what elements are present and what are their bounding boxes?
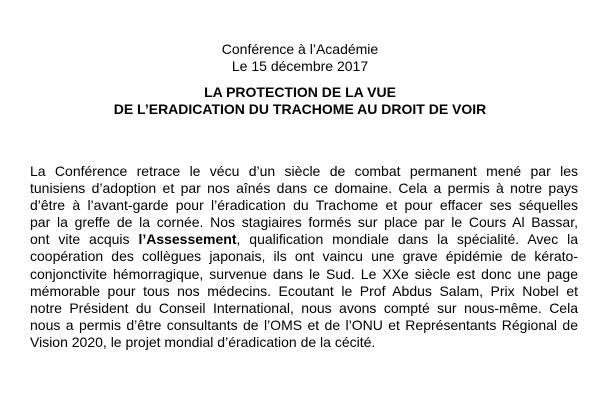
text-run: , qualification mondiale dans la spécialité. Avec la [236,231,578,248]
paragraph-line: mémorable pour tous nos médecins. Ecoutant le Prof Abdus Salam, Prix Nobel et [30,282,578,299]
title-line-2: DE L’ERADICATION DU TRACHOME AU DROIT DE VOIR [113,101,487,117]
paragraph-line: Vision 2020, le projet mondial d’éradication de la cécité. [30,333,376,350]
document-title [0,84,600,118]
text-run: ont vite acquis [30,231,139,248]
paragraph-line: coopération des collègues japonais, ils ont vaincu une grave épidémie de kérato- [30,248,578,265]
event-header [0,41,600,75]
paragraph-line: conjonctivite hémorragique, survenue dans le Sud. Le XXe siècle est donc une page [30,265,578,282]
body-paragraph [30,163,578,351]
paragraph-line: par la greffe de la cornée. Nos stagiaires formés sur place par le Cours Al Bassar, [30,214,578,231]
paragraph-line [30,231,578,248]
paragraph-line: tunisiens d’adoption et par nos aînés dans ce domaine. Cela a permis à notre pays [30,180,578,197]
paragraph-line: nous a permis d’être consultants de l’OMS et de l’ONU et Représentants Régional de [30,316,578,333]
paragraph-line: notre Président du Conseil International, nous avons compté sur nous-même. Cela [30,299,578,316]
event-date: Le 15 décembre 2017 [231,58,369,74]
paragraph-line: d’être à l’avant-garde pour l’éradication du Trachome et pour effacer ses séquelles [30,197,578,214]
title-line-1: LA PROTECTION DE LA VUE [204,84,396,100]
bold-term: l’Assessement [138,231,237,248]
paragraph-line: La Conférence retrace le vécu d’un siècle de combat permanent mené par les [30,163,578,179]
event-name: Conférence à l’Académie [221,41,379,57]
